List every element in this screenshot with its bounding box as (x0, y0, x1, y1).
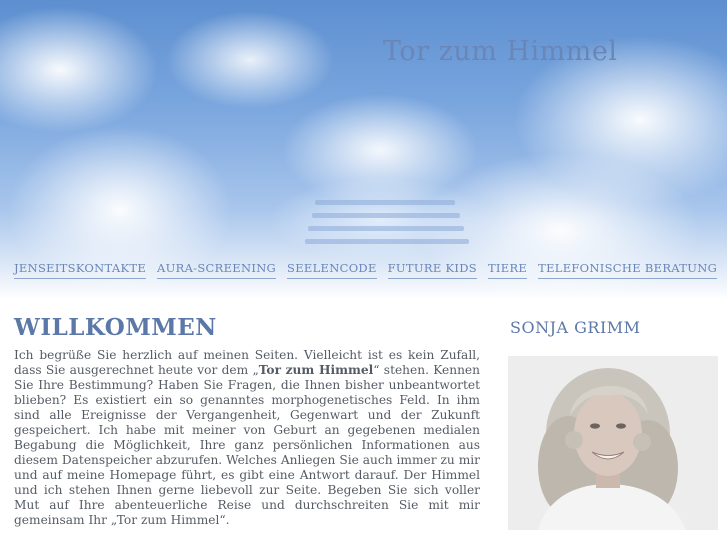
nav-item-telefonische-beratung[interactable]: TELEFONISCHE BERATUNG (538, 261, 717, 279)
page-title: WILLKOMMEN (14, 314, 217, 341)
stairway-step (312, 213, 460, 218)
nav-item-aura-screening[interactable]: AURA-SCREENING (157, 261, 276, 279)
portrait-illustration (508, 356, 718, 530)
intro-text-highlight: Tor zum Himmel (258, 363, 374, 377)
nav-item-seelencode[interactable]: SEELENCODE (287, 261, 377, 279)
sidebar-heading: SONJA GRIMM (510, 318, 641, 337)
intro-text-part1: Ich begrüße Sie herzlich auf meinen Seiten. Vielleicht ist es kein Zufall, dass Sie ausgerechnet heute vor dem „ (14, 348, 480, 377)
portrait-photo (508, 356, 718, 530)
stairway-step (308, 226, 464, 231)
stairway-step (315, 200, 455, 205)
intro-text-part2: “ stehen. Kennen Sie Ihre Bestimmung? Haben Sie Fragen, die Ihnen bisher unbeantwortet blieben? Es existiert ein so genanntes morphogenetisches Feld. In ihm sind alle Ereignisse der Vergangenheit, Gegenwart und der Zukunft gespeichert. Ich habe mit meiner von Geburt an gegebenen medialen Begabung die Möglichkeit, Ihre ganz persönlichen Informationen aus diesem Datenspeicher abzurufen. Welches Anliegen Sie auch immer zu mir und auf meine Homepage führt, es gibt eine Antwort darauf. Der Himmel und ich stehen Ihnen gerne liebevoll zur Seite. Begeben Sie sich voller Mut auf Ihre abenteuerliche Reise und durchschreiten Sie mit mir gemeinsam Ihr „Tor zum Himmel“. (14, 363, 480, 527)
nav-item-future-kids[interactable]: FUTURE KIDS (388, 261, 477, 279)
nav-item-jenseitskontakte[interactable]: JENSEITSKONTAKTE (14, 261, 146, 279)
stairway-step (305, 239, 469, 244)
nav-item-tiere[interactable]: TIERE (488, 261, 527, 279)
main-navigation (14, 261, 717, 279)
intro-text (14, 348, 480, 528)
site-title[interactable]: Tor zum Himmel (383, 36, 618, 67)
